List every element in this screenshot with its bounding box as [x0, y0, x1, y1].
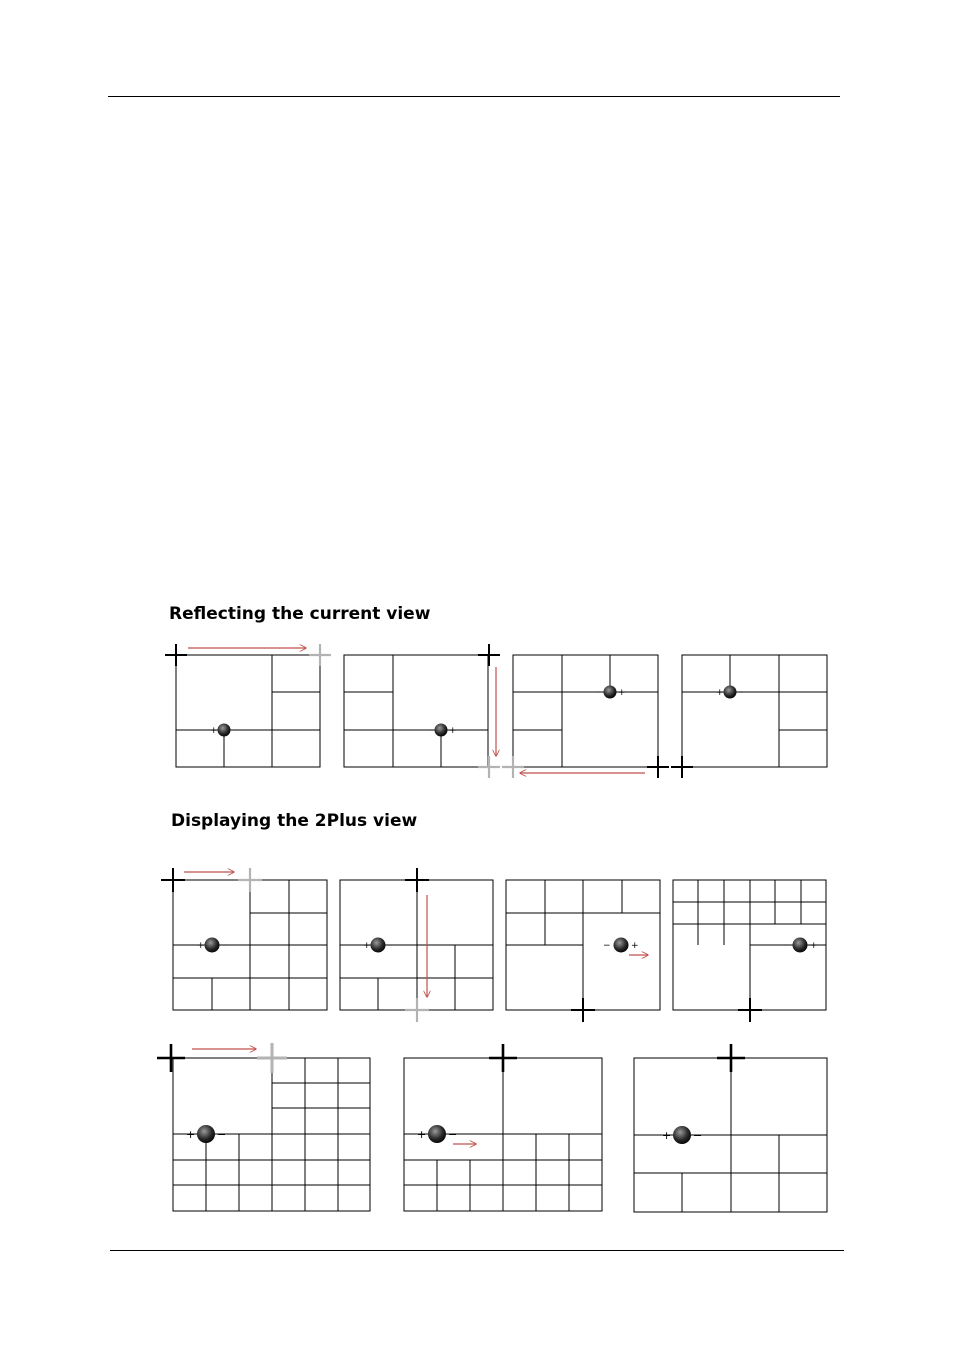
svg-text:−: − — [782, 941, 790, 951]
drag-arrow-icon — [184, 648, 648, 1144]
svg-text:−: − — [232, 726, 240, 736]
svg-text:−: − — [217, 1128, 227, 1141]
svg-text:+: + — [810, 941, 818, 951]
svg-text:+: + — [449, 726, 457, 736]
section-title-2plus: Displaying the 2Plus view — [171, 811, 418, 831]
svg-text:+: + — [417, 1128, 427, 1141]
svg-text:−: − — [693, 1129, 703, 1142]
panel-reflect-3 — [513, 655, 658, 767]
svg-text:−: − — [738, 688, 746, 698]
svg-text:+: + — [210, 726, 218, 736]
crosshair-icon — [257, 1043, 287, 1073]
crosshair-icon — [161, 644, 762, 1022]
crosshair-icon — [238, 644, 524, 1022]
svg-text:−: − — [427, 726, 435, 736]
svg-text:+: + — [363, 941, 371, 951]
svg-text:−: − — [603, 941, 611, 951]
svg-text:+: + — [631, 941, 639, 951]
section-title-reflecting: Reflecting the current view — [169, 604, 431, 624]
svg-text:−: − — [387, 941, 395, 951]
panel-reflect-2 — [344, 655, 488, 767]
svg-text:+: + — [186, 1128, 196, 1141]
svg-text:−: − — [448, 1128, 458, 1141]
svg-text:+: + — [716, 688, 724, 698]
panel-reflect-1 — [176, 655, 320, 767]
svg-text:−: − — [596, 688, 604, 698]
svg-text:+: + — [197, 941, 205, 951]
svg-text:−: − — [221, 941, 229, 951]
svg-text:+: + — [618, 688, 626, 698]
svg-text:+: + — [662, 1129, 672, 1142]
panel-reflect-4 — [682, 655, 827, 767]
